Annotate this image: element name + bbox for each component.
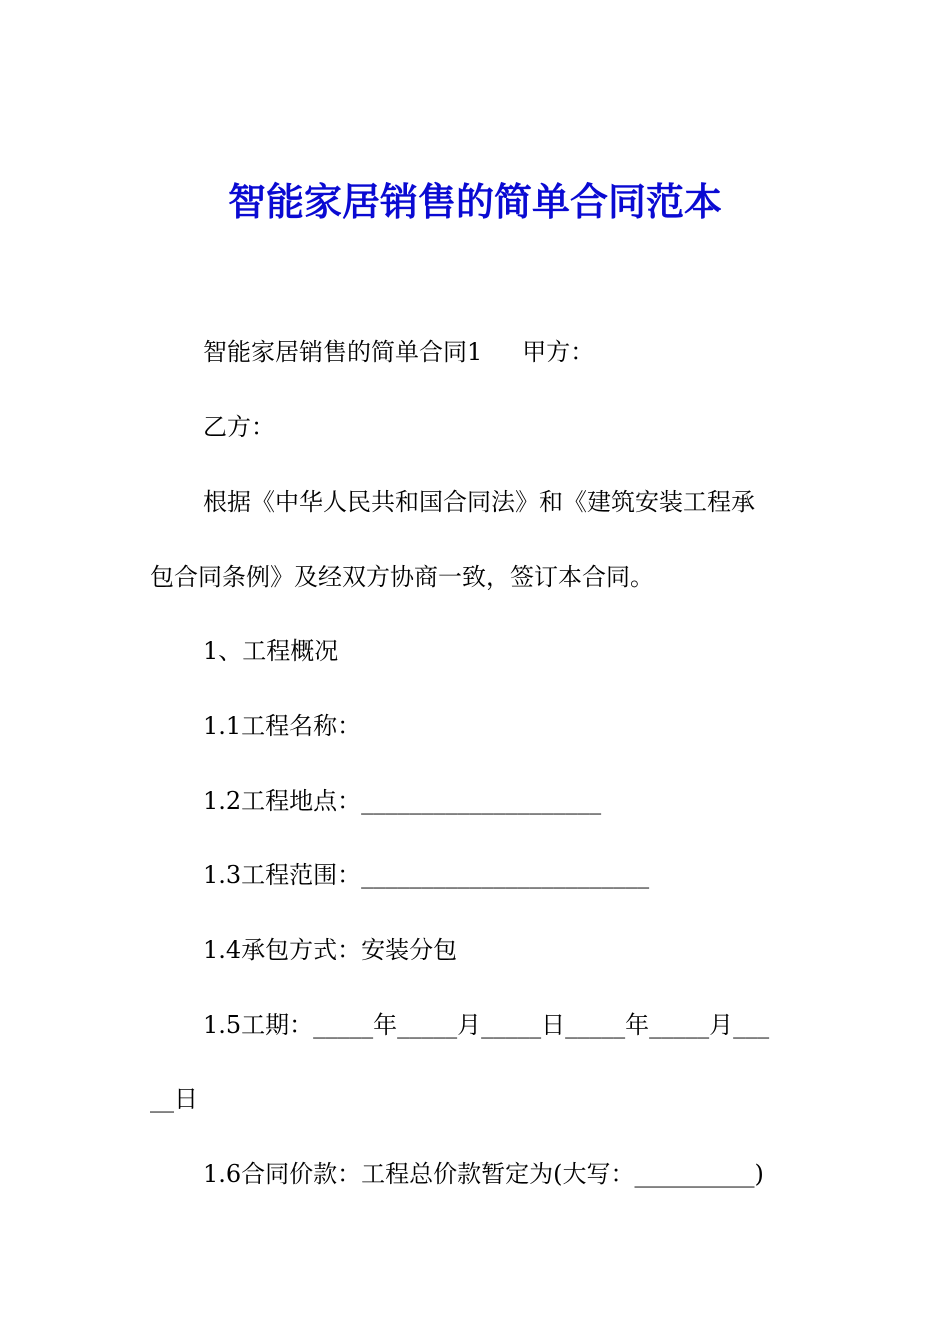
item-1-5-duration-line-1: 1.5工期：_____年_____月_____日_____年_____月___ [203,1011,770,1039]
item-1-4-contract-mode: 1.4承包方式：安装分包 [203,936,458,964]
section-1-heading: 1、工程概况 [203,637,339,665]
basis-paragraph-line-1: 根据《中华人民共和国合同法》和《建筑安装工程承 [203,488,755,516]
item-1-5-duration-line-2: __日 [150,1085,198,1113]
item-1-3-project-scope: 1.3工程范围：________________________ [203,861,650,889]
item-1-6-contract-price: 1.6合同价款：工程总价款暂定为(大写：__________) [203,1160,764,1188]
basis-paragraph-line-2: 包合同条例》及经双方协商一致，签订本合同。 [150,563,654,591]
party-b-label: 乙方： [203,413,275,441]
party-a-label: 甲方： [522,338,595,366]
document-title: 智能家居销售的简单合同范本 [227,179,722,224]
contract-heading: 智能家居销售的简单合同1 [203,338,483,366]
item-1-2-project-location: 1.2工程地点：____________________ [203,787,602,815]
contract-heading-line [203,334,594,370]
item-1-1-project-name: 1.1工程名称： [203,712,362,740]
